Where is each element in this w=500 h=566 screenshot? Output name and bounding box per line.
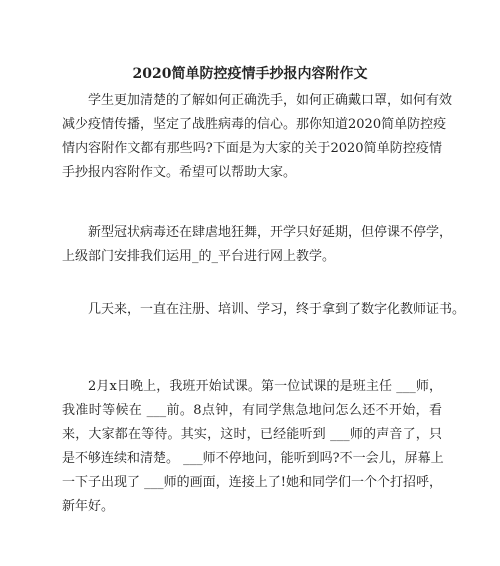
text-line: 是不够连续和清楚。 ___师不停地问，能听到吗?不一会儿，屏幕上 — [62, 451, 444, 466]
paragraph-online-teaching — [62, 221, 453, 269]
text-line: 新年好。 — [62, 499, 115, 514]
text-line: 我准时等候在 ___前。8点钟，有同学焦急地问怎么还不开始，看 — [62, 403, 442, 418]
text-line: 几天来，一直在注册、培训、学习，终于拿到了数字化教师证书。 — [88, 302, 466, 317]
text-line: 学生更加清楚的了解如何正确洗手，如何正确戴口罩，如何有效 — [88, 93, 453, 108]
text-line: 一下子出现了 ___师的画面，连接上了!她和同学们一个个打招呼， — [62, 475, 442, 490]
paragraph-intro — [62, 89, 453, 185]
document-title: 2020简单防控疫情手抄报内容附作文 — [132, 66, 368, 82]
text-line: 情内容附作文都有那些吗?下面是为大家的关于2020简单防控疫情 — [62, 141, 442, 156]
text-line: 2月x日晚上，我班开始试课。第一位试课的是班主任 ___师， — [88, 379, 442, 394]
text-line: 来，大家都在等待。其实，这时，已经能听到 ___师的声音了，只 — [62, 427, 442, 442]
text-line: 减少疫情传播，坚定了战胜病毒的信心。那你知道2020简单防控疫 — [62, 117, 447, 132]
text-line: 手抄报内容附作文。希望可以帮助大家。 — [62, 165, 297, 180]
text-line: 上级部门安排我们运用_的_平台进行网上教学。 — [62, 249, 336, 264]
text-line: 新型冠状病毒还在肆虐地狂舞，开学只好延期，但停课不停学， — [88, 225, 453, 240]
paragraph-trial-class — [62, 375, 442, 519]
paragraph-certificate — [62, 298, 466, 322]
